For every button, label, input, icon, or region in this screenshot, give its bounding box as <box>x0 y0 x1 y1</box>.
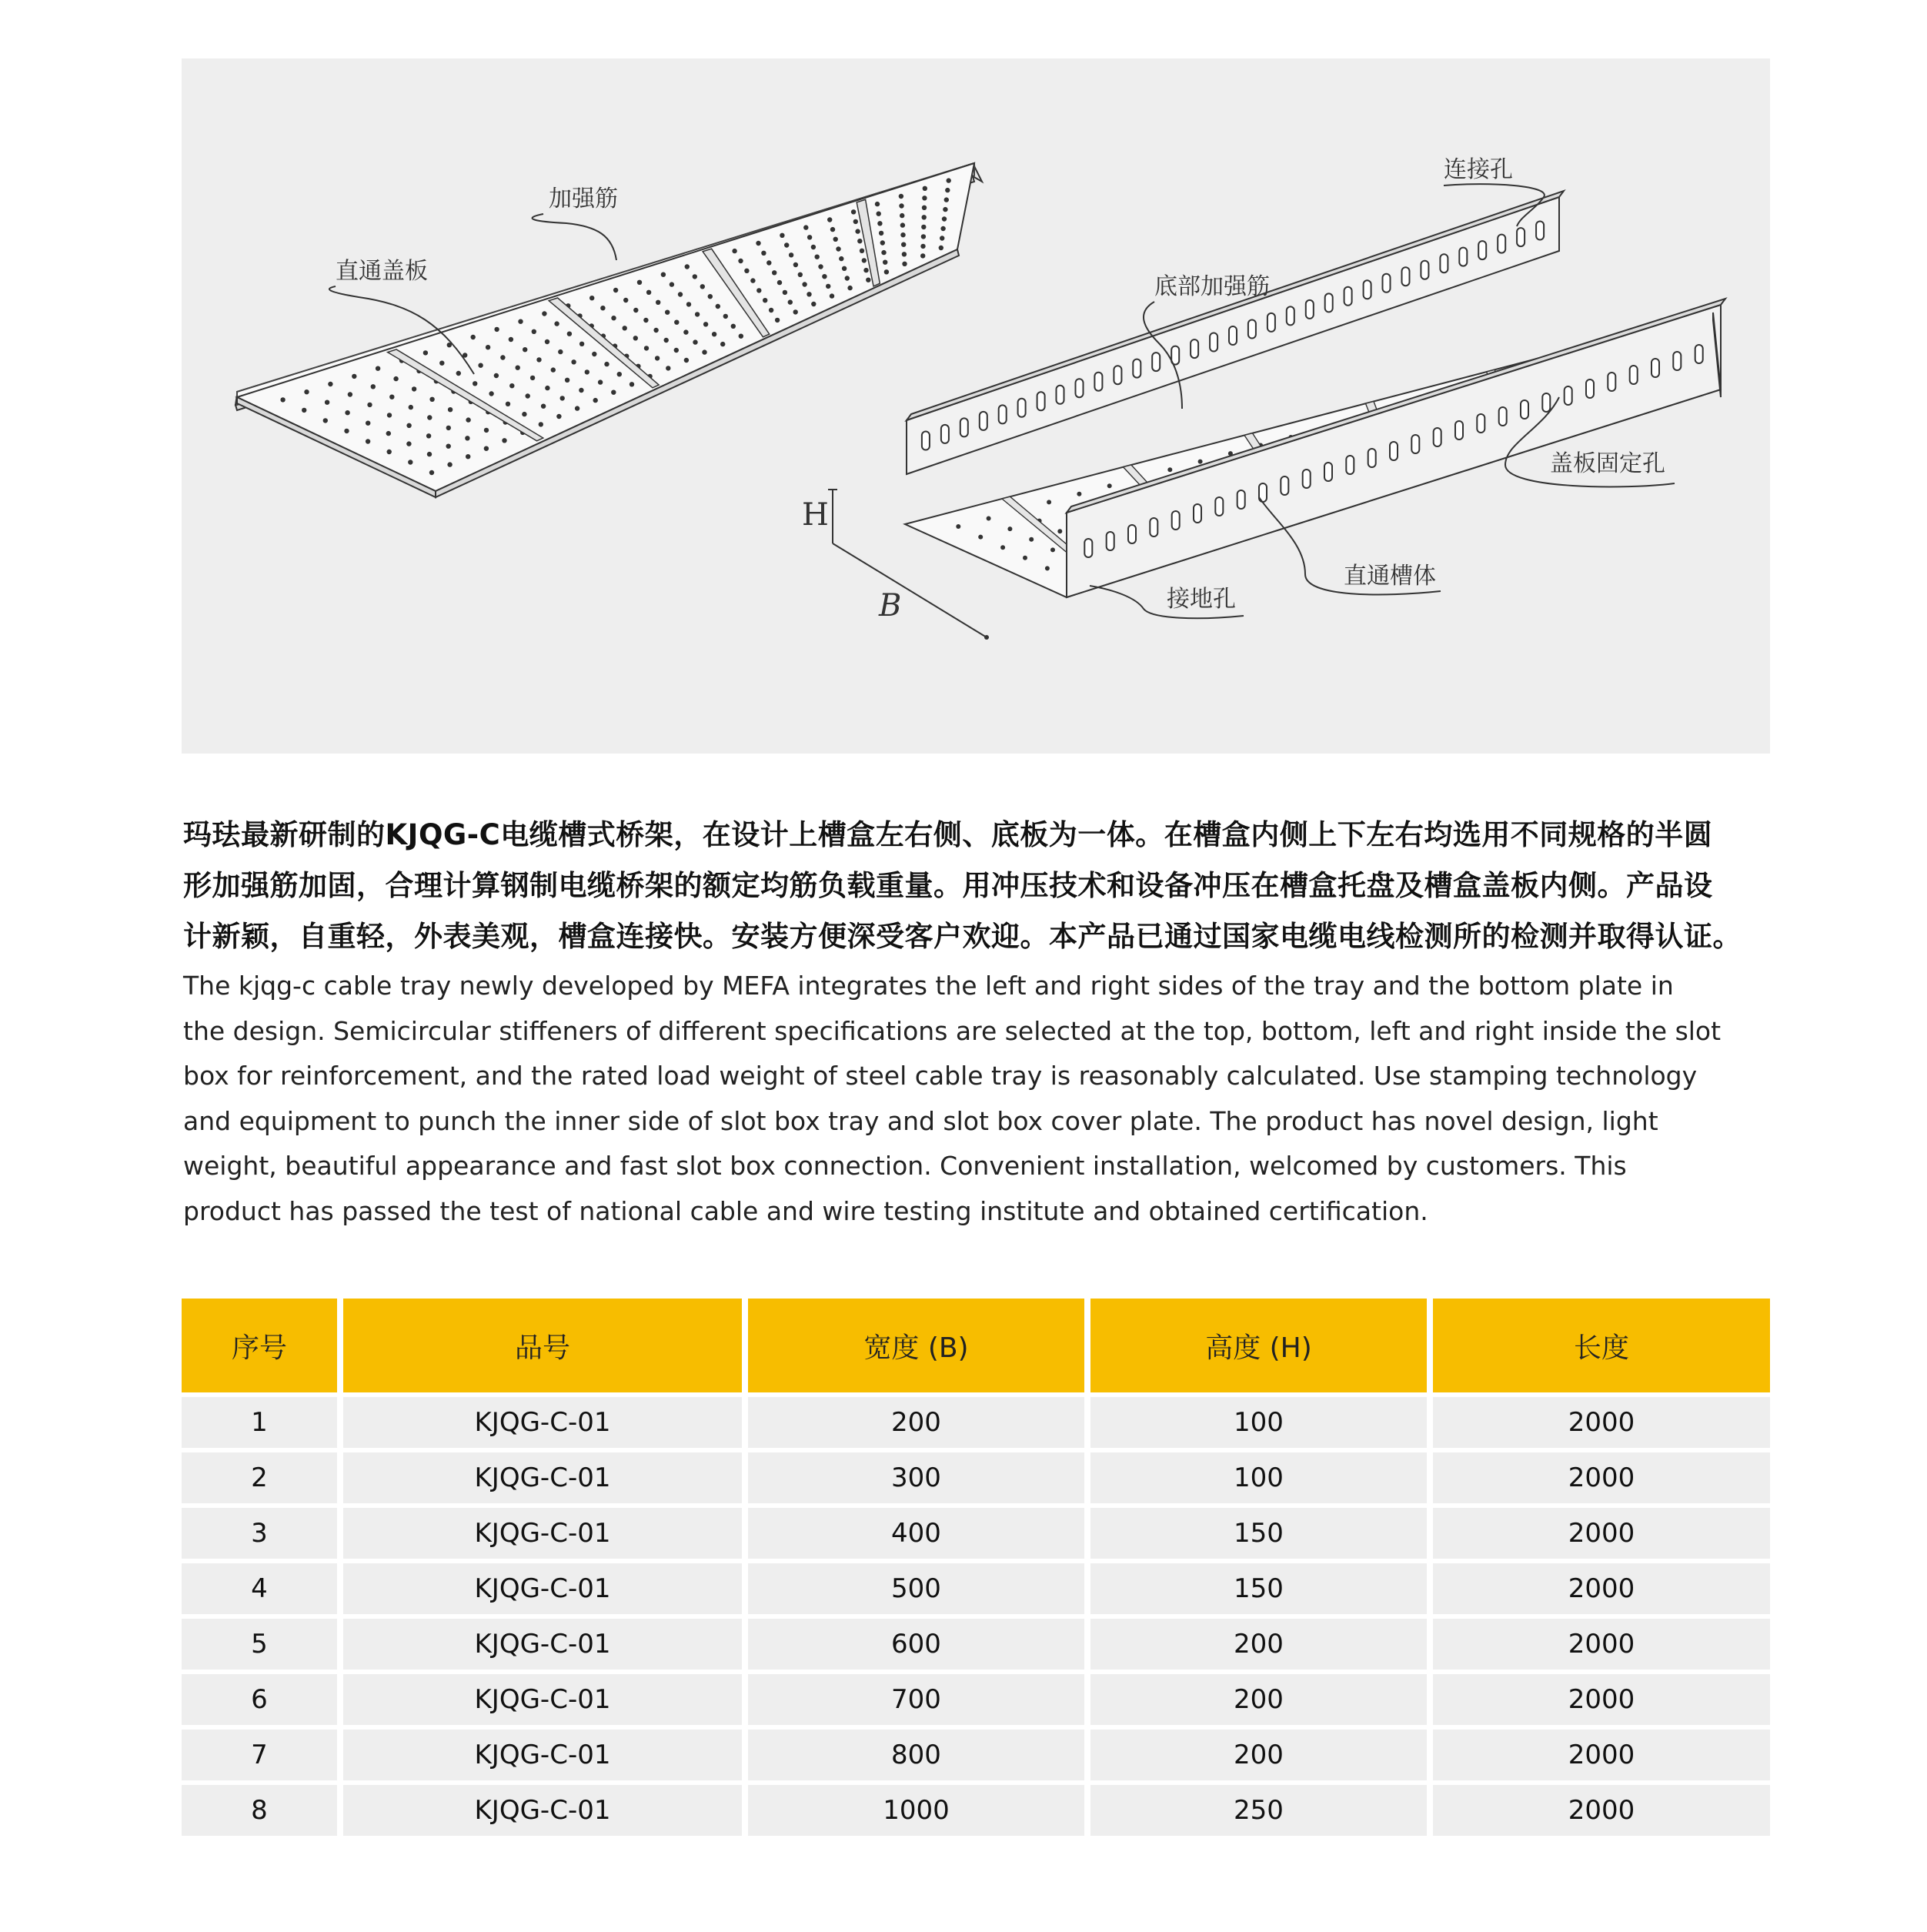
cell-model: KJQG-C-01 <box>343 1674 742 1725</box>
description-chinese <box>183 810 1784 962</box>
cell-model: KJQG-C-01 <box>343 1785 742 1836</box>
label-dim-h: H <box>802 497 829 533</box>
description-english <box>183 964 1784 1234</box>
cell-length: 2000 <box>1433 1397 1770 1448</box>
description-en-line: The kjqg-c cable tray newly developed by MEFA integrates the left and right sides of the tray and the bottom plate in <box>183 971 1674 1001</box>
cell-height: 200 <box>1090 1730 1427 1780</box>
cell-width: 300 <box>748 1452 1084 1503</box>
leader-stiffener <box>533 214 616 260</box>
cell-model: KJQG-C-01 <box>343 1563 742 1614</box>
label-cover-fixing-hole: 盖板固定孔 <box>1550 450 1665 477</box>
cell-height: 100 <box>1090 1397 1427 1448</box>
table-row <box>182 1508 1770 1559</box>
cell-width: 800 <box>748 1730 1084 1780</box>
cell-height: 200 <box>1090 1674 1427 1725</box>
cell-serial: 4 <box>182 1563 337 1614</box>
cell-serial: 1 <box>182 1397 337 1448</box>
cell-length: 2000 <box>1433 1785 1770 1836</box>
header-cell-height: 高度 (H) <box>1090 1299 1427 1392</box>
cell-serial: 7 <box>182 1730 337 1780</box>
cell-width: 600 <box>748 1619 1084 1670</box>
table-row <box>182 1619 1770 1670</box>
label-straight-trough: 直通槽体 <box>1344 563 1436 590</box>
table-row <box>182 1730 1770 1780</box>
product-diagram-panel <box>182 58 1770 754</box>
cell-length: 2000 <box>1433 1674 1770 1725</box>
cell-model: KJQG-C-01 <box>343 1508 742 1559</box>
cell-length: 2000 <box>1433 1619 1770 1670</box>
cell-length: 2000 <box>1433 1563 1770 1614</box>
header-cell-length: 长度 <box>1433 1299 1770 1392</box>
description-en-line: product has passed the test of national cable and wire testing institute and obtained certification. <box>183 1195 1428 1226</box>
cell-length: 2000 <box>1433 1452 1770 1503</box>
header-cell-width: 宽度 (B) <box>748 1299 1084 1392</box>
cell-height: 250 <box>1090 1785 1427 1836</box>
cable-tray-diagram <box>182 58 1770 754</box>
cell-serial: 2 <box>182 1452 337 1503</box>
description-en-line: weight, beautiful appearance and fast slot box connection. Convenient installation, welcomed by customers. This <box>183 1151 1627 1181</box>
cell-serial: 5 <box>182 1619 337 1670</box>
header-cell-model: 品号 <box>343 1299 742 1392</box>
cell-serial: 3 <box>182 1508 337 1559</box>
label-connection-hole: 连接孔 <box>1444 156 1513 183</box>
cell-model: KJQG-C-01 <box>343 1452 742 1503</box>
table-row <box>182 1452 1770 1503</box>
table-row <box>182 1397 1770 1448</box>
cell-model: KJQG-C-01 <box>343 1619 742 1670</box>
cell-width: 1000 <box>748 1785 1084 1836</box>
cell-model: KJQG-C-01 <box>343 1397 742 1448</box>
cell-model: KJQG-C-01 <box>343 1730 742 1780</box>
label-cover-plate: 直通盖板 <box>336 258 428 285</box>
table-row <box>182 1785 1770 1836</box>
header-cell-serial: 序号 <box>182 1299 337 1392</box>
cell-width: 500 <box>748 1563 1084 1614</box>
description-en-line: box for reinforcement, and the rated load weight of steel cable tray is reasonably calculated. Use stamping technology <box>183 1061 1698 1091</box>
description-cn-line: 计新颖，自重轻，外表美观，槽盒连接快。安装方便深受客户欢迎。本产品已通过国家电缆电线检测所的检测并取得认证。 <box>183 920 1742 953</box>
cell-length: 2000 <box>1433 1730 1770 1780</box>
cell-width: 700 <box>748 1674 1084 1725</box>
cell-length: 2000 <box>1433 1508 1770 1559</box>
cell-height: 100 <box>1090 1452 1427 1503</box>
straight-trough-drawing <box>905 191 1725 597</box>
cell-height: 150 <box>1090 1508 1427 1559</box>
label-grounding-hole: 接地孔 <box>1167 586 1236 613</box>
cell-height: 200 <box>1090 1619 1427 1670</box>
cell-height: 150 <box>1090 1563 1427 1614</box>
cell-serial: 8 <box>182 1785 337 1836</box>
specification-table <box>182 1299 1770 1840</box>
description-en-line: and equipment to punch the inner side of slot box tray and slot box cover plate. The product has novel design, light <box>183 1105 1658 1136</box>
description-en-line: the design. Semicircular stiffeners of different specifications are selected at the top, bottom, left and right inside the slot <box>183 1015 1722 1046</box>
label-dim-b: B <box>879 588 902 623</box>
cover-plate <box>237 163 974 497</box>
label-bottom-stiffener: 底部加强筋 <box>1154 273 1270 300</box>
table-header-row <box>182 1299 1770 1392</box>
cell-serial: 6 <box>182 1674 337 1725</box>
label-stiffener: 加强筋 <box>549 186 618 212</box>
cell-width: 400 <box>748 1508 1084 1559</box>
description-cn-line: 形加强筋加固，合理计算钢制电缆桥架的额定均筋负载重量。用冲压技术和设备冲压在槽盒托盘及槽盒盖板内侧。产品设 <box>183 869 1713 902</box>
cell-width: 200 <box>748 1397 1084 1448</box>
table-row <box>182 1674 1770 1725</box>
description-cn-line: 玛珐最新研制的KJQG-C电缆槽式桥架，在设计上槽盒左右侧、底板为一体。在槽盒内侧上下左右均选用不同规格的半圆 <box>183 818 1713 851</box>
table-row <box>182 1563 1770 1614</box>
